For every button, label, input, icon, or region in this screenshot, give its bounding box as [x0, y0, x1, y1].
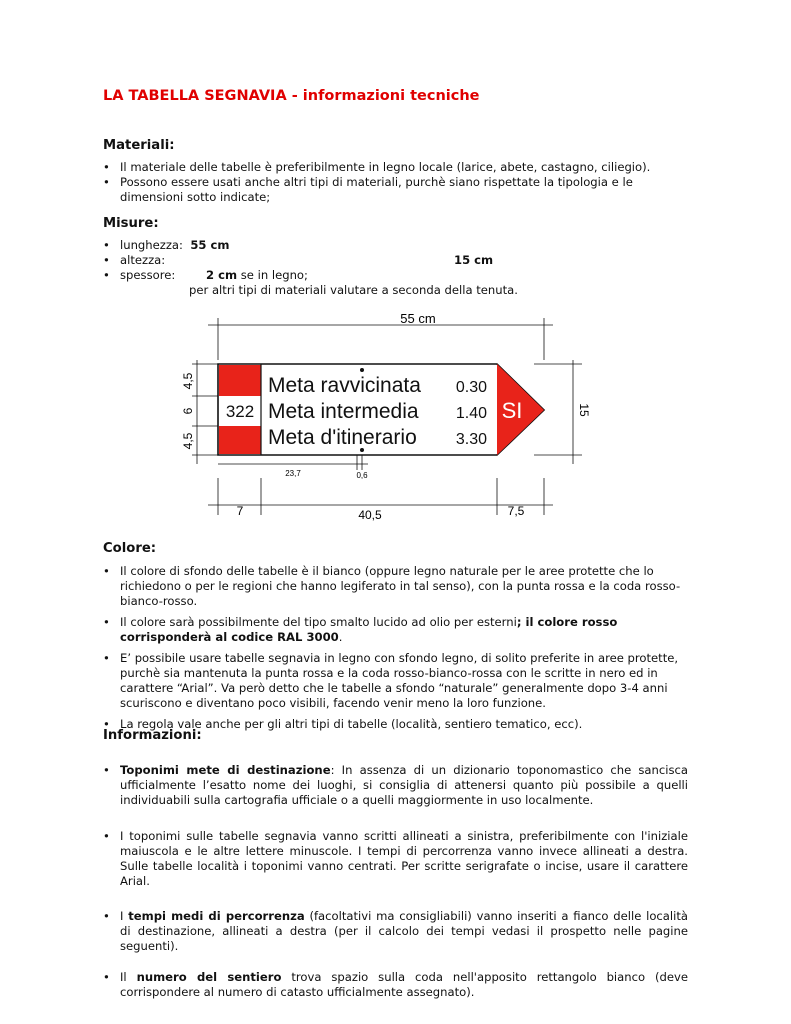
materiali-heading: Materiali:: [103, 138, 175, 153]
top-dim-label: 55 cm: [400, 311, 436, 326]
destination-time: 0.30: [455, 379, 487, 396]
misure-heading: Misure:: [103, 216, 159, 231]
page-title: LA TABELLA SEGNAVIA - informazioni tecniche: [103, 88, 480, 104]
materiali-list: [103, 160, 693, 205]
destination-name: Meta d'itinerario: [268, 426, 417, 449]
segnavia-diagram: [0, 300, 791, 530]
destination-time: 1.40: [455, 405, 487, 422]
tip-text: SI: [501, 398, 523, 423]
list-item: [103, 268, 693, 283]
list-item: [103, 238, 693, 253]
fixing-hole-top: [360, 368, 364, 372]
list-item: • I toponimi sulle tabelle segnavia vanno scritti allineati a sinistra, preferibilmente con l'iniziale maiuscola e le altre lettere minuscole. I tempi di percorrenza vanno invece allineati a destra. Sulle tabelle località i toponimi vanno centrati. Per scritte serigrafate o incise, usare il carattere Arial.: [103, 829, 688, 889]
colore-list: [103, 564, 688, 732]
list-item: • I tempi medi di percorrenza (facoltativi ma consigliabili) vanno inseriti a fianco delle località di destinazione, allineati a destra (per il calcolo dei tempi vedasi il prospetto nelle pagine seguenti).: [103, 909, 688, 954]
tail-red-bottom: [219, 426, 261, 454]
list-item: • La regola vale anche per gli altri tipi di tabelle (località, sentiero tematico, ecc).: [103, 717, 688, 732]
informazioni-list: [103, 763, 688, 1000]
spessore-label: spessore:: [120, 268, 176, 282]
list-item: • Il colore sarà possibilmente del tipo smalto lucido ad olio per esterni; il colore rosso corrisponderà al codice RAL 3000.: [103, 615, 688, 645]
small-dim-b-label: 0,6: [356, 471, 368, 480]
list-item: • Possono essere usati anche altri tipi di materiali, purchè siano rispettate la tipologia e le dimensioni sotto indicate;: [103, 175, 693, 205]
spessore-note: se in legno;: [237, 268, 308, 282]
left-dim-top-label: 4,5: [181, 372, 195, 390]
trail-number: 322: [225, 402, 255, 421]
right-dim-label: 15: [577, 403, 591, 417]
spessore-value-row: [206, 268, 308, 283]
list-item: • Toponimi mete di destinazione: In assenza di un dizionario toponomastico che sancisca ufficialmente l’esatto nome dei luoghi, si consiglia di attenersi quanto più possibile a quelli individuabili sulla cartografia ufficiale o a quelli maggiormente in uso localmente.: [103, 763, 688, 808]
list-item: • Il colore di sfondo delle tabelle è il bianco (oppure legno naturale per le aree protette che lo richiedono o per le regioni che hanno legiferato in tal senso), con la punta rossa e la coda rosso-bianco-rosso.: [103, 564, 688, 609]
bottom-dim-b-label: 40,5: [358, 508, 382, 522]
bottom-dim-a-label: 7: [236, 504, 244, 518]
left-dim-bot-label: 4,5: [181, 432, 195, 450]
lunghezza-label: lunghezza:: [120, 238, 183, 252]
lunghezza-value: 55 cm: [190, 238, 230, 252]
left-dim-mid-label: 6: [181, 407, 195, 415]
destination-name: Meta ravvicinata: [268, 374, 421, 397]
list-item: [103, 253, 693, 268]
spessore-note2: per altri tipi di materiali valutare a seconda della tenuta.: [189, 283, 518, 297]
spessore-value: 2 cm: [206, 268, 238, 282]
misure-list: [103, 238, 693, 283]
altezza-label: altezza:: [120, 253, 166, 267]
tail-red-top: [219, 365, 261, 396]
colore-heading: Colore:: [103, 541, 157, 556]
bottom-dim-c-label: 7,5: [507, 504, 525, 518]
list-item: • E’ possibile usare tabelle segnavia in legno con sfondo legno, di solito preferite in aree protette, purchè sia mantenuta la punta rossa e la coda rosso-bianco-rossa con le scritte in nero ed in carattere “Arial”. Va però detto che le tabelle a sfondo “naturale” generalmente dopo 3-4 anni scuriscono e diventano poco visibili, facendo venir meno la loro funzione.: [103, 651, 688, 711]
small-dim-a-label: 23,7: [285, 469, 301, 478]
informazioni-heading: Informazioni:: [103, 728, 202, 743]
destination-time: 3.30: [455, 431, 487, 448]
list-item: • Il numero del sentiero trova spazio sulla coda nell'apposito rettangolo bianco (deve corrispondere al numero di catasto ufficialmente assegnato).: [103, 970, 688, 1000]
list-item: • Il materiale delle tabelle è preferibilmente in legno locale (larice, abete, castagno, ciliegio).: [103, 160, 693, 175]
altezza-value: 15 cm: [454, 253, 494, 267]
destination-name: Meta intermedia: [268, 400, 419, 423]
